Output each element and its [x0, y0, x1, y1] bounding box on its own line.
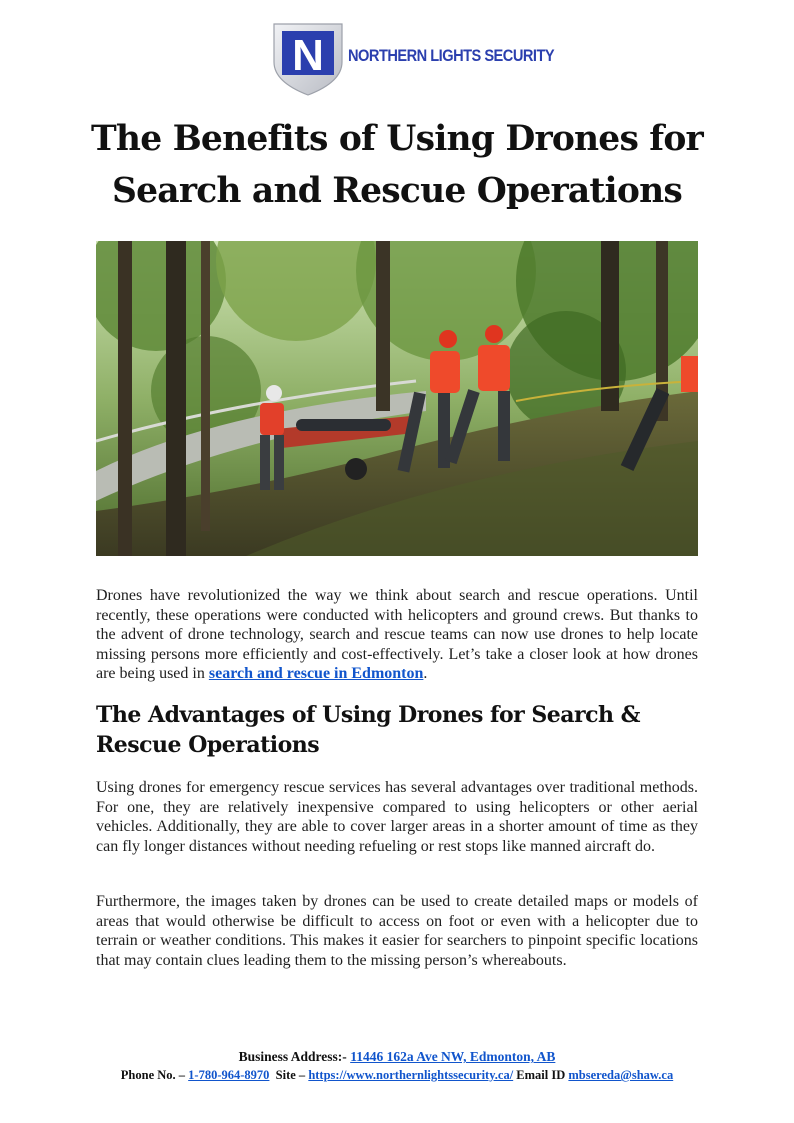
address-link[interactable]: 11446 162a Ave NW, Edmonton, AB	[350, 1049, 556, 1064]
mapping-paragraph: Furthermore, the images taken by drones can be used to create detailed maps or models of areas that would otherwise be difficult to access on foot or even with a helicopter due to terrain or weather conditions. This makes it easier for searchers to pinpoint specific locations that may contain clues leading them to the missing person’s whereabouts.	[96, 893, 698, 969]
phone-label: Phone No. –	[120, 1068, 189, 1082]
hero-photo	[96, 241, 698, 556]
page-title	[60, 113, 734, 217]
intro-text: Drones have revolutionized the way we think about search and rescue operations. Until recently, these operations were conducted with helicopters and ground crews. But thanks to the advent of drone technology, search and rescue teams can now use drones to help locate missing persons more efficiently and cost-effectively. Let’s take a closer look at how drones are being used in	[96, 587, 698, 683]
logo-letter: N	[292, 31, 324, 80]
footer-address-line	[0, 1049, 794, 1065]
title-line-1: The Benefits of Using Drones for	[91, 119, 703, 159]
address-label: Business Address:-	[238, 1049, 351, 1064]
phone-link[interactable]: 1-780-964-8970	[188, 1068, 270, 1082]
company-logo	[270, 20, 555, 96]
intro-period: .	[423, 665, 428, 683]
forest-rescue-photo-icon	[96, 241, 698, 556]
email-link[interactable]: mbsereda@shaw.ca	[568, 1068, 674, 1082]
section-heading: The Advantages of Using Drones for Search & Rescue Operations	[96, 702, 641, 758]
site-link[interactable]: https://www.northernlightssecurity.ca/	[308, 1068, 514, 1082]
company-name: NORTHERN LIGHTS SECURITY	[348, 46, 555, 65]
footer-contact-line	[0, 1068, 794, 1083]
site-label: Site –	[269, 1068, 309, 1082]
email-label: Email ID	[513, 1068, 569, 1082]
advantages-paragraph: Using drones for emergency rescue services has several advantages over traditional methods. For one, they are relatively inexpensive compared to using helicopters or other aerial vehicles. Additionally, they are able to cover larger areas in a shorter amount of time as they can fly longer distances without needing refueling or rest stops like manned aircraft do.	[96, 779, 698, 855]
title-line-2: Search and Rescue Operations	[112, 171, 682, 211]
search-rescue-edmonton-link[interactable]: search and rescue in Edmonton	[208, 665, 424, 683]
shield-logo-icon	[270, 20, 346, 96]
intro-paragraph	[96, 586, 698, 684]
